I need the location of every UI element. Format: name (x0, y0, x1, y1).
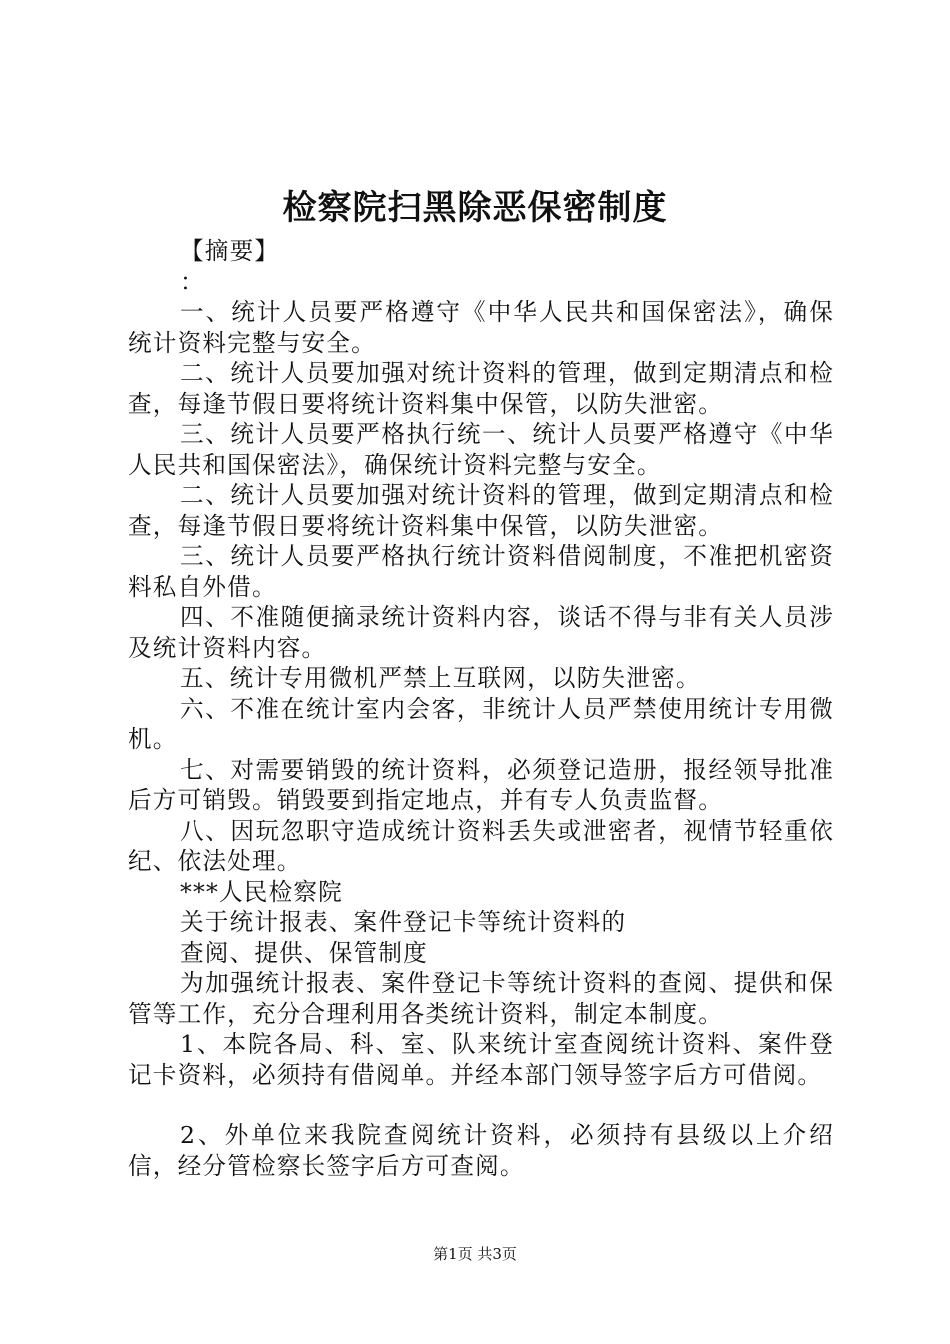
organization-name: ***人民检察院 (180, 877, 343, 906)
paragraph-1: 一、统计人员要严格遵守《中华人民共和国保密法》，确保统计资料完整与安全。 (128, 298, 834, 357)
abstract-label: 【摘要】 (180, 237, 280, 265)
paragraph-9: 七、对需要销毁的统计资料，必须登记造册，报经领导批准后方可销毁。销毁要到指定地点，并有专人负责监督。 (128, 755, 834, 814)
document-body (128, 236, 834, 1181)
paragraph-rule-2: 2、外单位来我院查阅统计资料，必须持有县级以上介绍信，经分管检察长签字后方可查阅。 (128, 1121, 834, 1180)
subtitle-line-2: 查阅、提供、保管制度 (180, 938, 428, 967)
abstract-colon: ： (180, 267, 205, 296)
paragraph-3: 三、统计人员要严格执行统一、统计人员要严格遵守《中华人民共和国保密法》，确保统计资料完整与安全。 (128, 420, 834, 479)
paragraph-4: 二、统计人员要加强对统计资料的管理，做到定期清点和检查，每逢节假日要将统计资料集中保管，以防失泄密。 (128, 481, 834, 540)
paragraph-5: 三、统计人员要严格执行统计资料借阅制度，不准把机密资料私自外借。 (128, 542, 834, 601)
paragraph-2: 二、统计人员要加强对统计资料的管理，做到定期清点和检查，每逢节假日要将统计资料集中保管，以防失泄密。 (128, 359, 834, 418)
paragraph-7: 五、统计专用微机严禁上互联网，以防失泄密。 (180, 664, 701, 692)
document-title: 检察院扫黑除恶保密制度 (282, 188, 668, 228)
page-footer: 第1页 共3页 (433, 1245, 517, 1263)
paragraph-rule-1: 1、本院各局、科、室、队来统计室查阅统计资料、案件登记卡资料，必须持有借阅单。并经本部门领导签字后方可借阅。 (128, 1030, 834, 1089)
paragraph-8: 六、不准在统计室内会客，非统计人员严禁使用统计专用微机。 (128, 694, 834, 753)
paragraph-6: 四、不准随便摘录统计资料内容，谈话不得与非有关人员涉及统计资料内容。 (128, 603, 834, 662)
subtitle-line-1: 关于统计报表、案件登记卡等统计资料的 (180, 908, 627, 936)
paragraph-10: 八、因玩忽职守造成统计资料丢失或泄密者，视情节轻重依纪、依法处理。 (128, 816, 834, 875)
paragraph-intro: 为加强统计报表、案件登记卡等统计资料的查阅、提供和保管等工作，充分合理利用各类统计资料，制定本制度。 (128, 969, 834, 1028)
